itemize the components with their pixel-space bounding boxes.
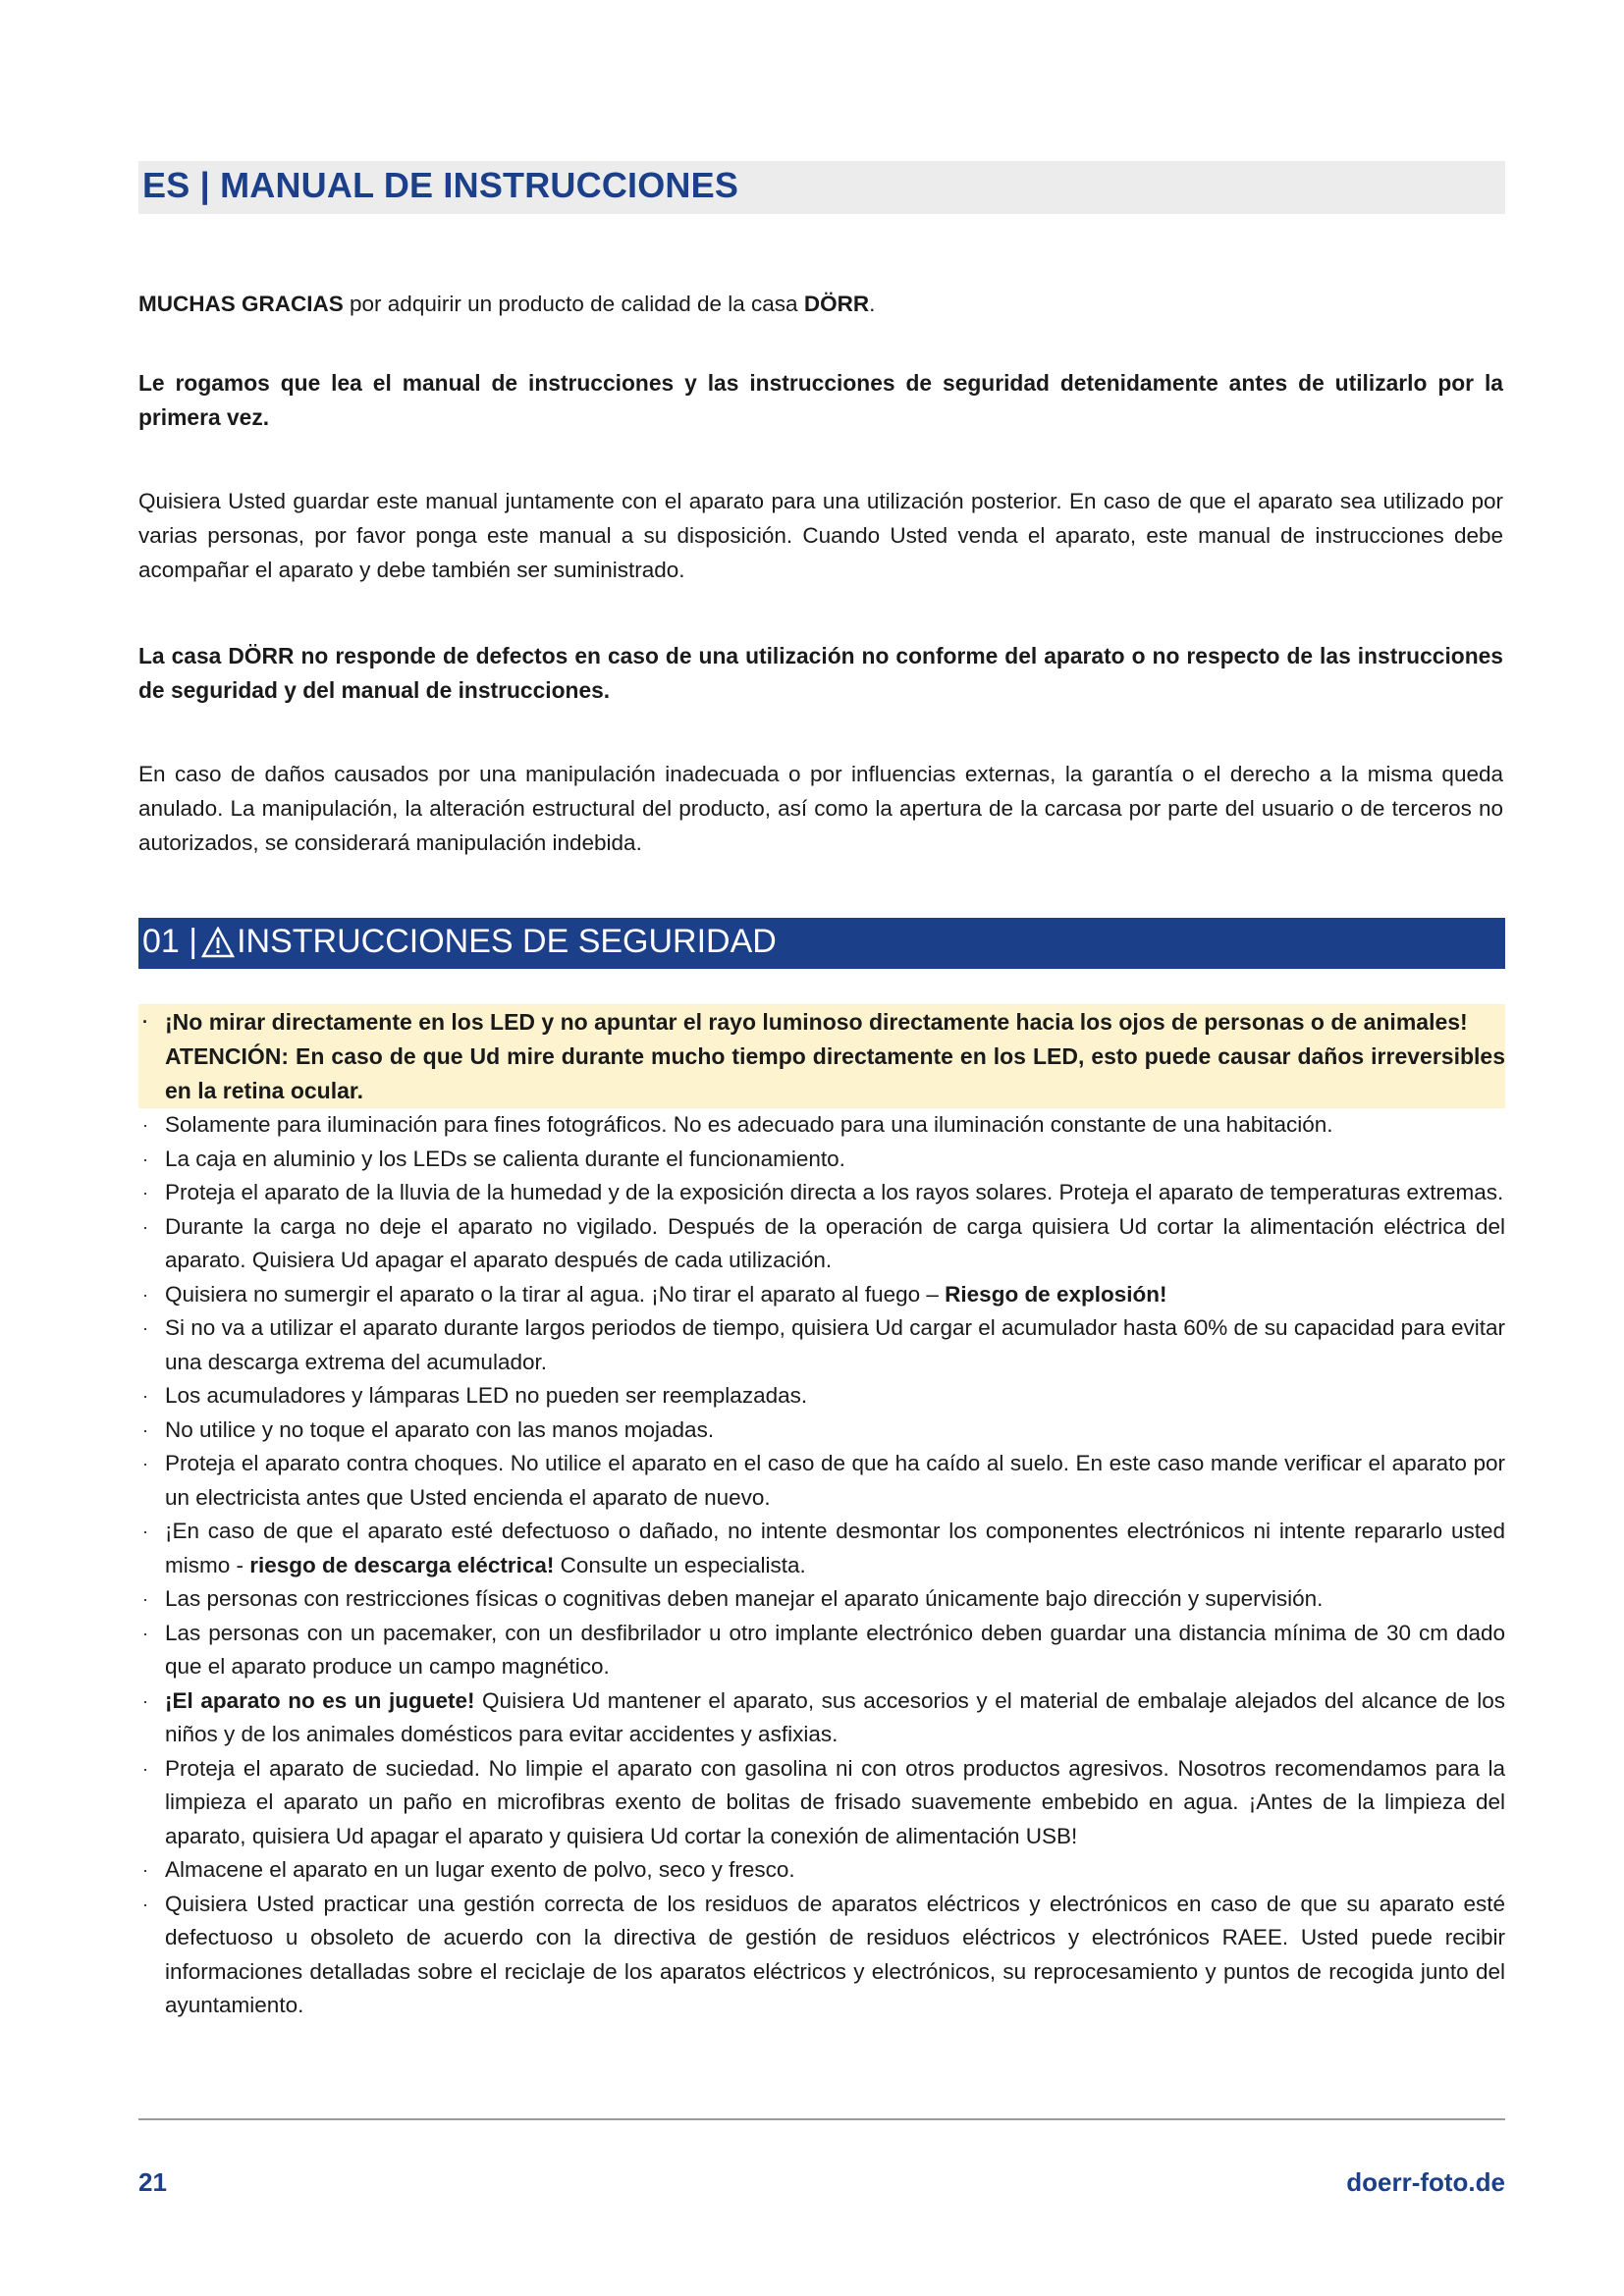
- list-item-text: Proteja el aparato de suciedad. No limpie el aparato con gasolina ni con otros productos agresivos. Nosotros recomendamos para la limpieza el aparato un paño en microfibras exento de bolitas de frisado suavemente embebido en agua. ¡Antes de la limpieza del aparato, quisiera Ud apagar el aparato y quisiera Ud cortar la conexión de alimentación USB!: [165, 1755, 1505, 1848]
- list-item-text: Los acumuladores y lámparas LED no pueden ser reemplazadas.: [165, 1383, 808, 1408]
- bullet: ·: [142, 1148, 148, 1169]
- list-item: [138, 1684, 1505, 1752]
- list-item: [138, 1379, 1505, 1414]
- not-a-toy: ¡El aparato no es un juguete!: [165, 1687, 475, 1713]
- intro-read-manual: Le rogamos que lea el manual de instrucciones y las instrucciones de seguridad detenidamente antes de utilizarlo por la primera vez.: [138, 370, 1503, 430]
- bullet: ·: [142, 1860, 148, 1880]
- bullet: ·: [142, 1284, 148, 1305]
- section-header-safety: [138, 918, 1505, 969]
- list-item: [138, 1210, 1505, 1278]
- bullet: ·: [142, 1522, 148, 1541]
- led-warning-line1: ¡No mirar directamente en los LED y no apuntar el rayo luminoso directamente hacia los ojos de personas o de animales!: [165, 1009, 1468, 1035]
- list-item: [138, 1582, 1505, 1617]
- footer-divider: [138, 2118, 1505, 2120]
- bullet: ·: [142, 1589, 148, 1609]
- led-warning-line2: ATENCIÓN: En caso de que Ud mire durante mucho tiempo directamente en los LED, esto puede causar daños irreversibles en la retina ocular.: [165, 1043, 1505, 1103]
- list-item-text: No utilice y no toque el aparato con las manos mojadas.: [165, 1416, 715, 1442]
- list-item-led-warning: [138, 1005, 1505, 1108]
- intro-thanks: [138, 287, 1503, 321]
- thanks-bold: MUCHAS GRACIAS: [138, 292, 344, 316]
- list-item-text: Durante la carga no deje el aparato no vigilado. Después de la operación de carga quisiera Ud cortar la alimentación eléctrica del aparato. Quisiera Ud apagar el aparato después de cada utilización.: [165, 1213, 1505, 1272]
- list-item-text: La caja en aluminio y los LEDs se calienta durante el funcionamiento.: [165, 1146, 845, 1171]
- list-item: [138, 1752, 1505, 1854]
- page-number: 21: [138, 2167, 167, 2197]
- list-item: [138, 1311, 1505, 1379]
- electric-shock-risk: riesgo de descarga eléctrica!: [249, 1552, 555, 1577]
- bullet: ·: [142, 1216, 148, 1237]
- intro-keep-manual: Quisiera Usted guardar este manual juntamente con el aparato para una utilización posterior. En caso de que el aparato sea utilizado por varias personas, por favor ponga este manual a su disposición. Cuando Usted venda el aparato, este manual de instrucciones debe acompañar el aparato y debe también ser suministrado.: [138, 489, 1503, 582]
- list-item-text: Las personas con un pacemaker, con un desfibrilador u otro implante electrónico deben guardar una distancia mínima de 30 cm dado que el aparato produce un campo magnético.: [165, 1620, 1505, 1679]
- list-item: [138, 1176, 1505, 1210]
- list-item: [138, 1278, 1505, 1312]
- bullet: ·: [142, 1758, 148, 1779]
- list-item: [138, 1414, 1505, 1448]
- section-number: 01 |: [142, 923, 198, 960]
- document-title: ES | MANUAL DE INSTRUCCIONES: [142, 165, 739, 205]
- bullet: ·: [142, 1690, 148, 1711]
- list-item-text: Quisiera Usted practicar una gestión correcta de los residuos de aparatos eléctricos y electrónicos en caso de que su aparato esté defectuoso u obsoleto de acuerdo con la directiva de gestión de residuos eléctricos y electrónicos RAEE. Usted puede recibir informaciones detalladas sobre el reciclaje de los aparatos eléctricos y electrónicos, su reprocesamiento y puntos de recogida junto del ayuntamiento.: [165, 1891, 1505, 2017]
- list-item: [138, 1108, 1505, 1143]
- list-item-text: Proteja el aparato de la lluvia de la humedad y de la exposición directa a los rayos solares. Proteja el aparato de temperaturas extremas.: [165, 1180, 1504, 1204]
- list-item: [138, 1143, 1505, 1177]
- bullet: ·: [142, 1894, 148, 1914]
- list-item: [138, 1888, 1505, 2023]
- brand-name: DÖRR: [803, 292, 870, 316]
- safety-list: [138, 1005, 1505, 2023]
- list-item-text: ¡En caso de que el aparato esté defectuoso o dañado, no intente desmontar los componentes electrónicos ni intente repararlo usted mismo -: [165, 1519, 1505, 1577]
- warning-triangle-icon: [201, 927, 235, 958]
- list-item-text: Almacene el aparato en un lugar exento de polvo, seco y fresco.: [165, 1857, 795, 1882]
- explosion-risk: Riesgo de explosión!: [945, 1281, 1167, 1307]
- list-item-text: Quisiera Ud mantener el aparato, sus accesorios y el material de embalaje alejados del alcance de los niños y de los animales domésticos para evitar accidentes y asfixias.: [165, 1687, 1505, 1746]
- list-item: [138, 1853, 1505, 1888]
- section-title: INSTRUCCIONES DE SEGURIDAD: [237, 923, 777, 960]
- bullet: ·: [142, 1012, 148, 1032]
- bullet: ·: [142, 1386, 148, 1406]
- list-item-text: Consulte un especialista.: [554, 1552, 806, 1577]
- bullet: ·: [142, 1419, 148, 1440]
- bullet: ·: [142, 1318, 148, 1338]
- list-item-text: Si no va a utilizar el aparato durante largos periodos de tiempo, quisiera Ud cargar el acumulador hasta 60% de su capacidad para evitar una descarga extrema del acumulador.: [165, 1315, 1505, 1374]
- document-title-bar: [138, 161, 1505, 214]
- bullet: ·: [142, 1183, 148, 1202]
- bullet: ·: [142, 1623, 148, 1643]
- list-item: [138, 1617, 1505, 1684]
- thanks-end: .: [869, 292, 876, 316]
- list-item-text: Proteja el aparato contra choques. No utilice el aparato en el caso de que ha caído al suelo. En este caso mande verificar el aparato por un electricista antes que Usted encienda el aparato de nuevo.: [165, 1451, 1505, 1510]
- bullet: ·: [142, 1454, 148, 1473]
- website-link[interactable]: doerr-foto.de: [1346, 2167, 1505, 2197]
- list-item: [138, 1515, 1505, 1582]
- thanks-text: por adquirir un producto de calidad de la casa: [343, 292, 804, 316]
- list-item: [138, 1447, 1505, 1515]
- bullet: ·: [142, 1115, 148, 1135]
- list-item-text: Quisiera no sumergir el aparato o la tirar al agua. ¡No tirar el aparato al fuego –: [165, 1281, 946, 1307]
- list-item-text: Solamente para iluminación para fines fotográficos. No es adecuado para una iluminación constante de una habitación.: [165, 1112, 1333, 1137]
- intro-warranty: En caso de daños causados por una manipulación inadecuada o por influencias externas, la garantía o el derecho a la misma queda anulado. La manipulación, la alteración estructural del producto, así como la apertura de la carcasa por parte del usuario o de terceros no autorizados, se considerará manipulación indebida.: [138, 762, 1503, 855]
- list-item-text: Las personas con restricciones físicas o cognitivas deben manejar el aparato únicamente bajo dirección y supervisión.: [165, 1586, 1324, 1611]
- intro-liability: La casa DÖRR no responde de defectos en caso de una utilización no conforme del aparato o no respecto de las instrucciones de seguridad y del manual de instrucciones.: [138, 643, 1503, 703]
